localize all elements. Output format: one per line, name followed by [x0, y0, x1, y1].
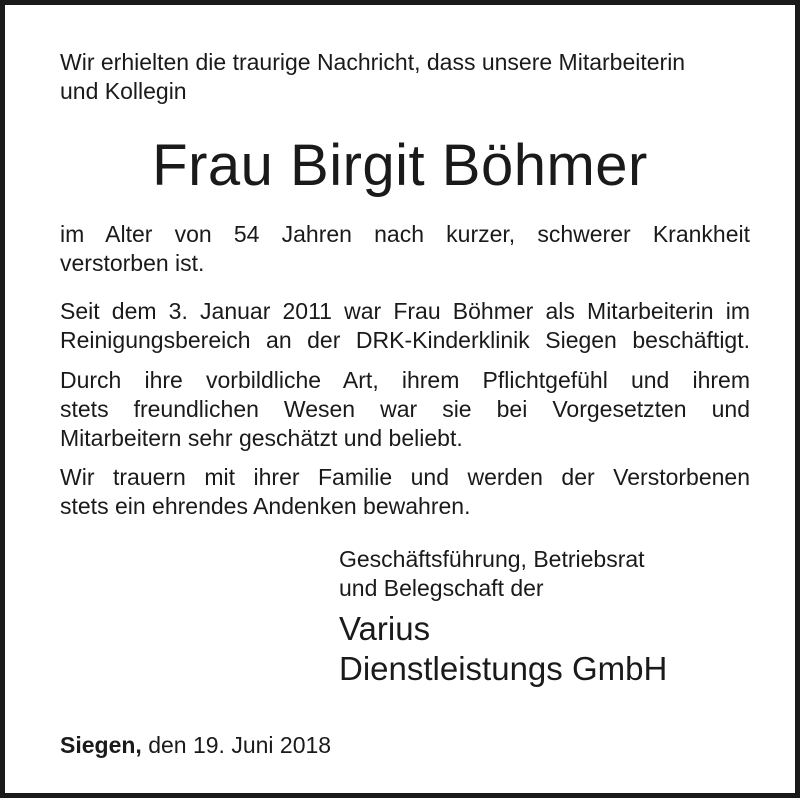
- signature-block: [339, 545, 645, 603]
- employment-paragraph: [60, 297, 750, 355]
- place: Siegen,: [60, 732, 142, 758]
- date: den 19. Juni 2018: [141, 732, 332, 758]
- character-line-1: Durch ihre vorbildliche Art, ihrem Pflichtgefühl und ihrem: [60, 367, 750, 393]
- signature-line-2: und Belegschaft der: [339, 575, 544, 601]
- deceased-name: Frau Birgit Böhmer: [152, 133, 648, 198]
- intro-text: [60, 48, 750, 106]
- intro-line-1: Wir erhielten die traurige Nachricht, dass unsere Mitarbeiterin: [60, 49, 686, 75]
- place-date: [60, 731, 331, 760]
- mourning-line-2: stets ein ehrendes Andenken bewahren.: [60, 493, 471, 519]
- character-line-3: Mitarbeitern sehr geschätzt und beliebt.: [60, 425, 463, 451]
- employment-line-2: Reinigungsbereich an der DRK-Kinderklinik Siegen beschäftigt.: [60, 327, 750, 353]
- mourning-paragraph: [60, 463, 750, 521]
- company-name: [339, 609, 667, 689]
- mourning-line-1: Wir trauern mit ihrer Familie und werden der Verstorbenen: [60, 464, 750, 490]
- age-line-1: im Alter von 54 Jahren nach kurzer, schwerer Krankheit: [60, 221, 750, 247]
- age-line-2: verstorben ist.: [60, 250, 205, 276]
- intro-line-2: und Kollegin: [60, 78, 187, 104]
- signature-line-1: Geschäftsführung, Betriebsrat: [339, 546, 645, 572]
- company-line-1: Varius: [339, 610, 431, 647]
- employment-line-1: Seit dem 3. Januar 2011 war Frau Böhmer als Mitarbeiterin im: [60, 298, 750, 324]
- character-paragraph: [60, 366, 750, 453]
- character-line-2: stets freundlichen Wesen war sie bei Vorgesetzten und: [60, 396, 750, 422]
- company-line-2: Dienstleistungs GmbH: [339, 650, 668, 687]
- age-paragraph: [60, 220, 750, 278]
